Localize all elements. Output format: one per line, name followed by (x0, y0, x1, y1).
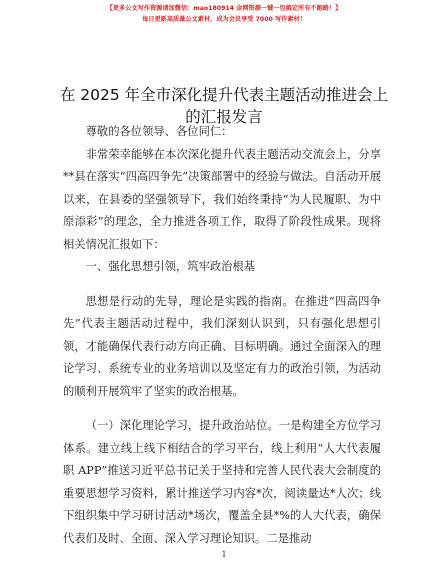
document-title-line-1: 在 2025 年全市深化提升代表主题活动推进会上 (59, 86, 389, 104)
intro-paragraph: 非常荣幸能够在本次深化提升代表主题活动交流会上，分享**县在落实“四高四争先”决策部署中的经验与做法。自活动开展以来，在县委的坚强领导下，我们始终秉持“为人民履职、为中原添彩”的理念，全力推进各项工作，取得了阶段性成果。现将相关情况汇报如下： (63, 147, 381, 251)
salutation: 尊敬的各位领导、各位同仁： (85, 125, 233, 138)
promo-banner-line-1: 【更多公文写作资源请加微信：mao180914 金网资源一键一包搞定所有不跑路！】 (106, 5, 342, 12)
promo-banner-line-2: 每日更新高质量公文素材，成为会员享受 7000 写作素材！ (142, 16, 306, 23)
page-number: 1 (221, 550, 227, 559)
subsection-1-paragraph: （一）深化理论学习，提升政治站位。一是构建全方位学习体系。建立线上线下相结合的学习平台，线上利用“人大代表履职 APP”推送习近平总书记关于坚持和完善人民代表大会制度的重要思想学习资料，累计推送学习内容*次，阅读量达*人次；线下组织集中学习研讨活动*场次，覆盖全县*%的人大代表，确保代表们及时、全面、深入学习理论知识。二是推动 (63, 419, 381, 545)
section-1-heading: 一、强化思想引领，筑牢政治根基 (85, 260, 256, 273)
document-body (63, 121, 381, 550)
document-title-line-2: 的汇报发言 (185, 108, 263, 126)
promo-banner (0, 4, 448, 24)
section-1-paragraph: 思想是行动的先导，理论是实践的指南。在推进“四高四争先”代表主题活动过程中，我们深刻认识到，只有强化思想引领，才能确保代表行动方向正确、目标明确。通过全面深入的理论学习、系统专业的业务培训以及坚定有力的政治引领，为活动的顺利开展筑牢了坚实的政治根基。 (63, 294, 381, 398)
